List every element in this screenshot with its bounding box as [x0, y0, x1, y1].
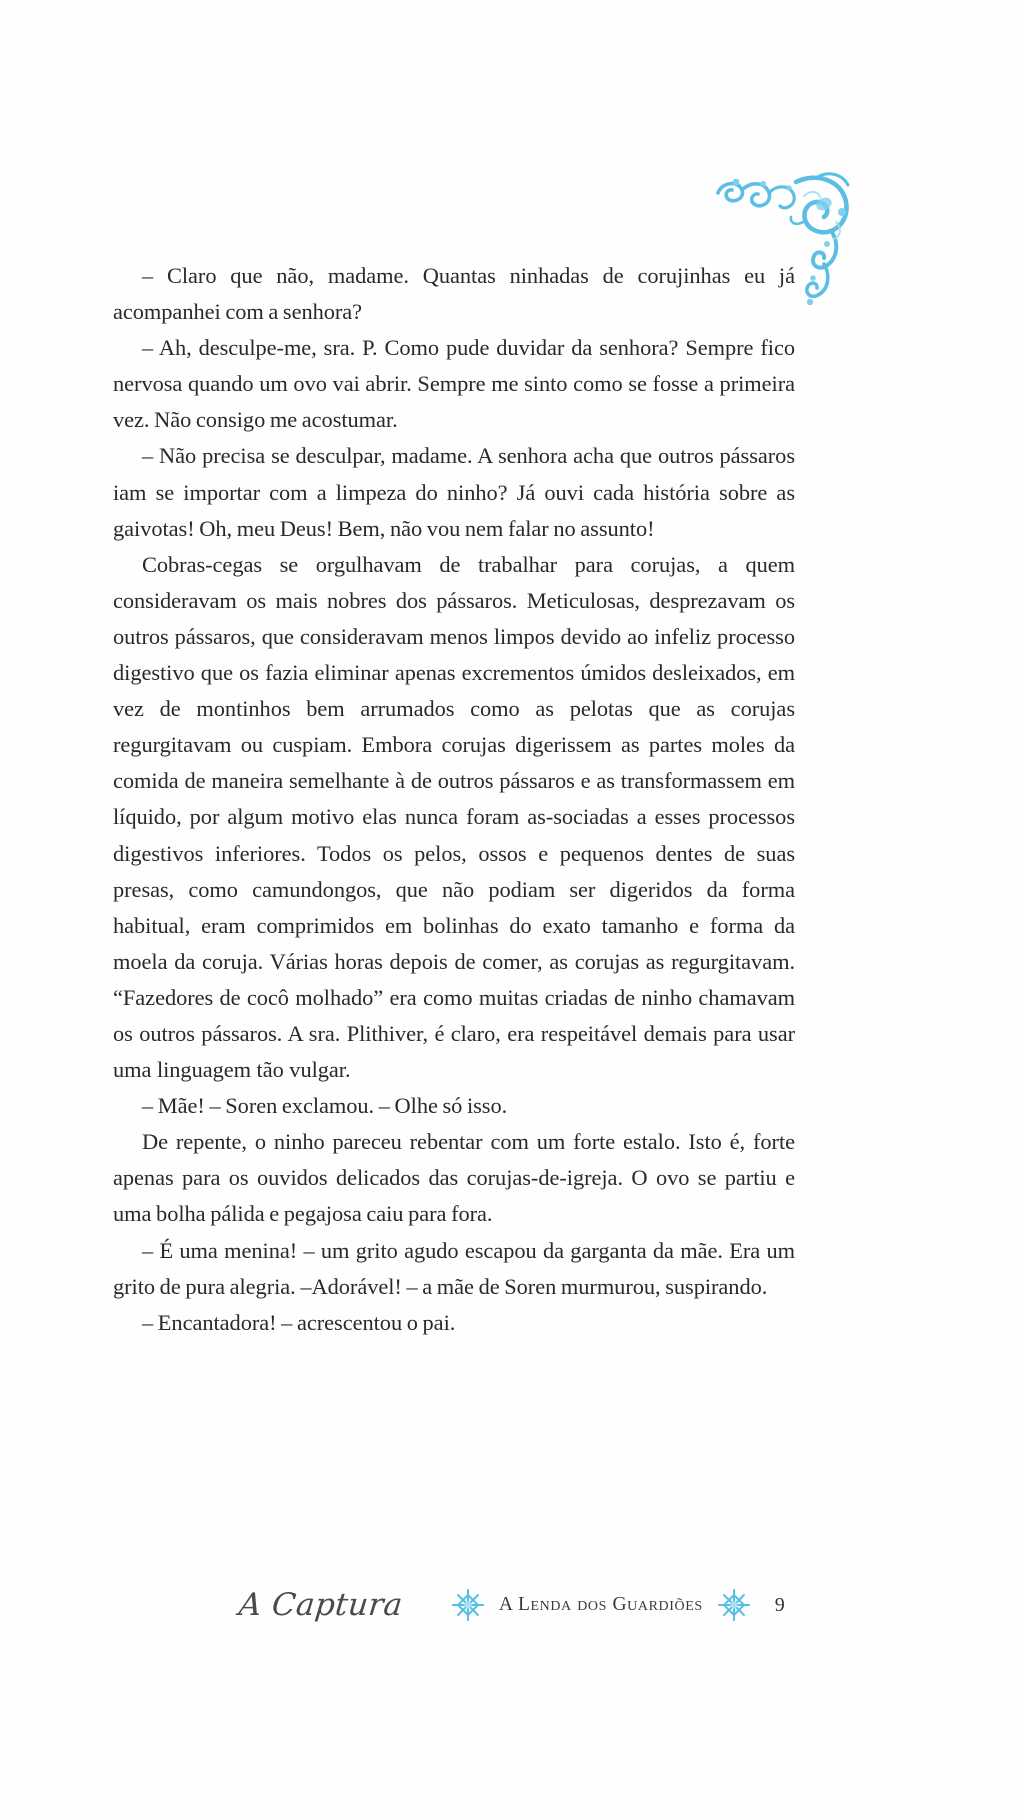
page-body-text — [113, 258, 795, 1341]
paragraph: – É uma menina! – um grito agudo escapou da garganta da mãe. Era um grito de pura alegria. –Adorável! – a mãe de Soren murmurou, suspirando. — [113, 1237, 795, 1299]
snowflake-ornament — [717, 1588, 751, 1622]
paragraph: Cobras-cegas se orgulhavam de trabalhar para corujas, a quem consideravam os mais nobres dos pássaros. Meticulosas, desprezavam os outros pássaros, que consideravam menos limpos devido ao infeliz processo digestivo que os fazia eliminar apenas excrementos úmidos desleixados, em vez de montinhos bem arrumados como as pelotas que as corujas regurgitavam ou cuspiam. Embora corujas digerissem as partes moles da comida de maneira semelhante à de outros pássaros e as transformassem em líquido, por algum motivo elas nunca foram as-sociadas a esses processos digestivos inferiores. Todos os pelos, ossos e pequenos dentes de suas presas, como camundongos, que não podiam ser digeridos da forma habitual, eram comprimidos em bolinhas do exato tamanho e forma da moela da coruja. Várias horas depois de comer, as corujas as regurgitavam. “Fazedores de cocô molhado” era como muitas criadas de ninho chamavam os outros pássaros. A sra. Plithiver, é claro, era respeitável demais para usar uma linguagem tão vulgar. — [113, 551, 795, 1083]
paragraph: – Encantadora! – acrescentou o pai. — [142, 1309, 456, 1335]
footer-book-title: A Captura — [237, 1587, 405, 1623]
paragraph: – Ah, desculpe-me, sra. P. Como pude duvidar da senhora? Sempre fico nervosa quando um ovo vai abrir. Sempre me sinto como se fosse a primeira vez. Não consigo me acostumar. — [113, 335, 795, 433]
paragraph: – Mãe! – Soren exclamou. – Olhe só isso. — [142, 1093, 508, 1119]
page-footer — [0, 1570, 1024, 1640]
paragraph: – Claro que não, madame. Quantas ninhadas de corujinhas eu já acompanhei com a senhora? — [113, 263, 795, 325]
paragraph: – Não precisa se desculpar, madame. A senhora acha que outros pássaros iam se importar com a limpeza do ninho? Já ouvi cada história sobre as gaivotas! Oh, meu Deus! Bem, não vou nem falar no assunto! — [113, 443, 795, 541]
footer-series-name: A Lenda dos Guardiões — [498, 1594, 703, 1615]
paragraph: De repente, o ninho pareceu rebentar com um forte estalo. Isto é, forte apenas para os ouvidos delicados das corujas-de-igreja. O ovo se partiu e uma bolha pálida e pegajosa caiu para fora. — [113, 1129, 795, 1227]
page-number: 9 — [774, 1593, 785, 1616]
snowflake-ornament — [451, 1588, 485, 1622]
